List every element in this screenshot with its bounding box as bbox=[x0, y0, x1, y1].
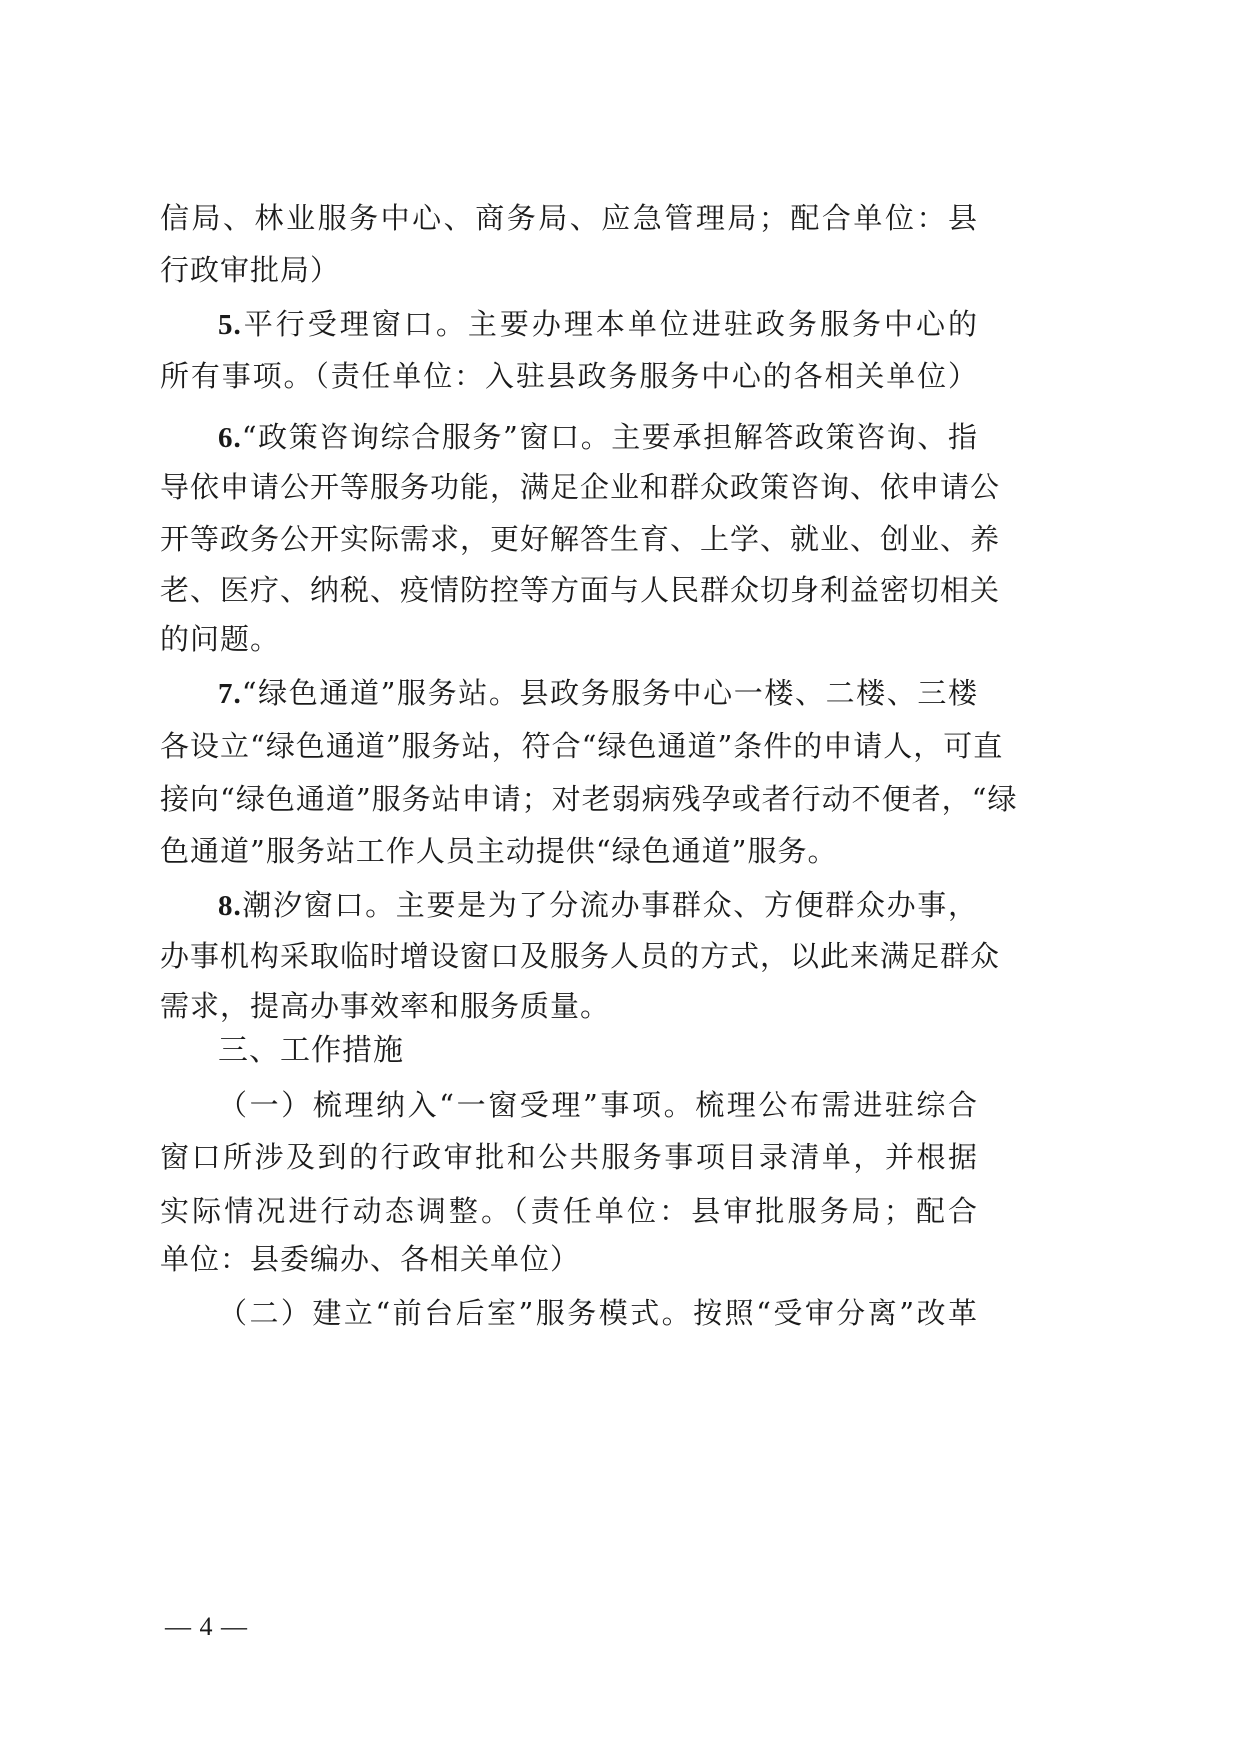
page-number: — 4 — bbox=[165, 1612, 248, 1641]
paragraph-line: 行政审批局） bbox=[160, 253, 341, 287]
item-number: 7. bbox=[218, 678, 242, 710]
section-heading: 三、工作措施 bbox=[218, 1033, 404, 1068]
paragraph-line: 窗口所涉及到的行政审批和公共服务事项目录清单，并根据 bbox=[160, 1140, 978, 1174]
subsection-1-line: （一）梳理纳入“一窗受理”事项。梳理公布需进驻综合 bbox=[218, 1088, 978, 1122]
paragraph-line: 单位：县委编办、各相关单位） bbox=[160, 1242, 581, 1276]
paragraph-line: 老、医疗、纳税、疫情防控等方面与人民群众切身利益密切相关 bbox=[160, 573, 1001, 607]
paragraph-line: 开等政务公开实际需求，更好解答生育、上学、就业、创业、养 bbox=[160, 522, 1001, 556]
paragraph-line: 实际情况进行动态调整。（责任单位：县审批服务局；配合 bbox=[160, 1194, 978, 1228]
item-text: “绿色通道”服务站。县政务服务中心一楼、二楼、三楼 bbox=[241, 676, 978, 710]
paragraph-line: 导依申请公开等服务功能，满足企业和群众政策咨询、依申请公 bbox=[160, 470, 1001, 504]
item-text: 平行受理窗口。主要办理本单位进驻政务服务中心的 bbox=[241, 307, 978, 341]
item-5-heading-line bbox=[218, 306, 978, 343]
item-text: “政策咨询综合服务”窗口。主要承担解答政策咨询、指 bbox=[241, 420, 978, 454]
item-number: 8. bbox=[218, 890, 242, 922]
item-7-heading-line bbox=[218, 675, 978, 712]
paragraph-line: 接向“绿色通道”服务站申请；对老弱病残孕或者行动不便者，“绿 bbox=[160, 782, 1018, 816]
paragraph-line: 信局、林业服务中心、商务局、应急管理局；配合单位：县 bbox=[160, 201, 978, 235]
paragraph-line: 需求，提高办事效率和服务质量。 bbox=[160, 989, 611, 1023]
subsection-2-line: （二）建立“前台后室”服务模式。按照“受审分离”改革 bbox=[218, 1296, 978, 1330]
paragraph-line: 色通道”服务站工作人员主动提供“绿色通道”服务。 bbox=[160, 834, 838, 868]
paragraph-line: 的问题。 bbox=[160, 622, 281, 656]
paragraph-line: 所有事项。（责任单位：入驻县政务服务中心的各相关单位） bbox=[160, 359, 978, 393]
item-number: 6. bbox=[218, 422, 242, 454]
item-8-heading-line bbox=[218, 887, 978, 924]
paragraph-line: 各设立“绿色通道”服务站，符合“绿色通道”条件的申请人，可直 bbox=[160, 729, 1004, 763]
item-text: 潮汐窗口。主要是为了分流办事群众、方便群众办事， bbox=[241, 888, 978, 922]
paragraph-line: 办事机构采取临时增设窗口及服务人员的方式，以此来满足群众 bbox=[160, 939, 1001, 973]
item-number: 5. bbox=[218, 309, 242, 341]
item-6-heading-line bbox=[218, 419, 978, 456]
